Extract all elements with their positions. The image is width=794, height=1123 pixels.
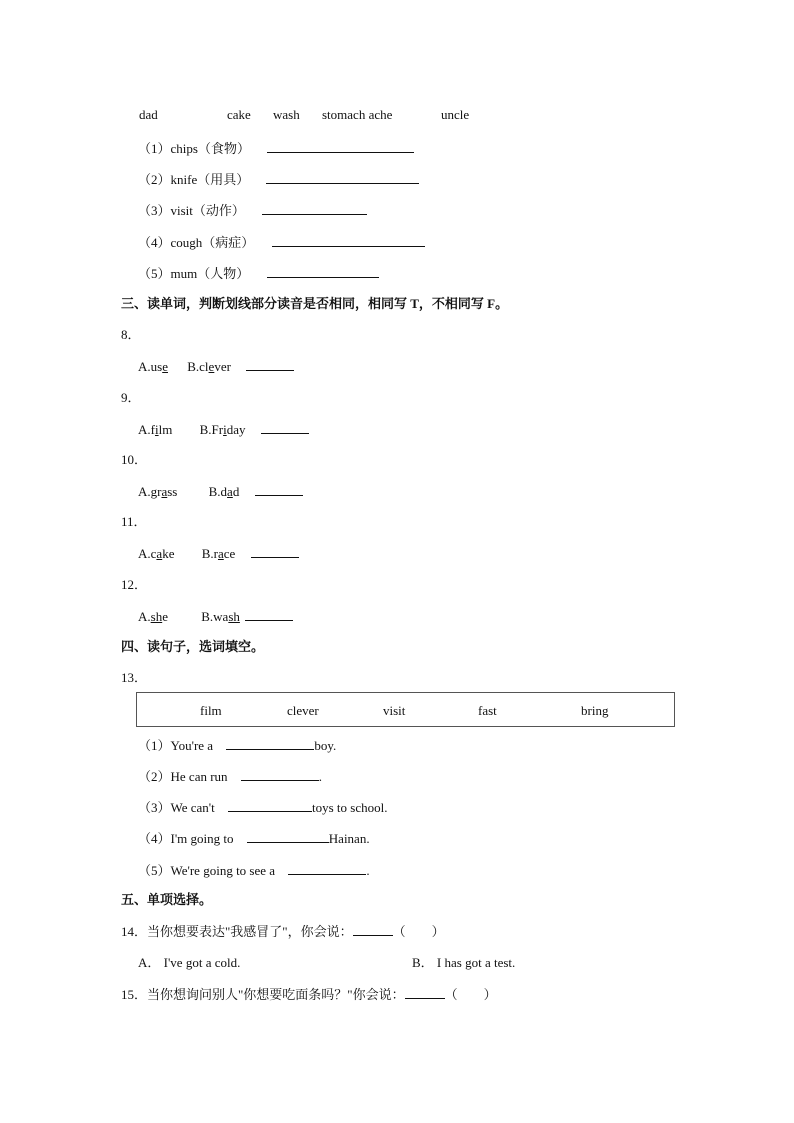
sentence-item: （2）He can run . bbox=[138, 769, 323, 784]
answer-blank[interactable] bbox=[251, 545, 299, 558]
list-item: （3）visit（动作） bbox=[138, 202, 367, 219]
list-item: （2）knife（用具） bbox=[138, 171, 419, 188]
word-bank-item: dad bbox=[139, 107, 158, 122]
sentence-item: （4）I'm going to Hainan. bbox=[138, 831, 370, 846]
section-heading: 四、读句子，选词填空。 bbox=[121, 639, 265, 654]
answer-blank[interactable] bbox=[247, 830, 329, 843]
question-14: 14．当你想要表达"我感冒了"，你会说： （ ） bbox=[121, 924, 445, 939]
answer-blank[interactable] bbox=[353, 923, 393, 936]
question-15: 15．当你想询问别人"你想要吃面条吗？"你会说： （ ） bbox=[121, 987, 497, 1002]
answer-blank[interactable] bbox=[262, 202, 367, 215]
answer-blank[interactable] bbox=[261, 421, 309, 434]
word-box-item: fast bbox=[478, 703, 497, 718]
list-item: （4）cough（病症） bbox=[138, 234, 425, 251]
question-number: 13． bbox=[121, 670, 148, 685]
question-number: 11． bbox=[121, 514, 147, 529]
answer-blank[interactable] bbox=[267, 265, 379, 278]
sentence-item: （1）You're a boy. bbox=[138, 738, 337, 753]
answer-blank[interactable] bbox=[245, 608, 293, 621]
question-number: 12． bbox=[121, 577, 148, 592]
answer-blank[interactable] bbox=[266, 171, 419, 184]
question-options: A.use B.clever bbox=[138, 358, 294, 375]
list-item: （5）mum（人物） bbox=[138, 265, 379, 282]
answer-blank[interactable] bbox=[405, 986, 445, 999]
section-heading: 三、读单词，判断划线部分读音是否相同，相同写 T，不相同写 F。 bbox=[121, 296, 509, 311]
section-heading: 五、单项选择。 bbox=[121, 892, 213, 907]
answer-blank[interactable] bbox=[272, 234, 425, 247]
answer-blank[interactable] bbox=[226, 737, 314, 750]
option-a[interactable]: A． I've got a cold. bbox=[138, 955, 241, 970]
question-options: A.cake B.race bbox=[138, 545, 299, 562]
option-b[interactable]: B． I has got a test. bbox=[412, 955, 516, 970]
word-box-item: visit bbox=[383, 703, 406, 718]
sentence-item: （5）We're going to see a . bbox=[138, 863, 370, 878]
word-box bbox=[136, 692, 675, 727]
question-number: 8． bbox=[121, 327, 141, 342]
question-options: A.grass B.dad bbox=[138, 483, 303, 500]
word-bank-item: wash bbox=[273, 107, 300, 122]
sentence-item: （3）We can't toys to school. bbox=[138, 800, 388, 815]
word-box-item: clever bbox=[287, 703, 319, 718]
word-box-item: bring bbox=[581, 703, 609, 718]
word-bank-item: cake bbox=[227, 107, 251, 122]
question-number: 9． bbox=[121, 390, 141, 405]
list-item: （1）chips（食物） bbox=[138, 140, 414, 157]
answer-blank[interactable] bbox=[288, 862, 366, 875]
question-options: A.film B.Friday bbox=[138, 421, 309, 438]
question-options: A.she B.wash bbox=[138, 608, 293, 625]
question-number: 10． bbox=[121, 452, 148, 467]
word-bank-item: uncle bbox=[441, 107, 470, 122]
answer-blank[interactable] bbox=[255, 483, 303, 496]
answer-blank[interactable] bbox=[267, 140, 414, 153]
answer-blank[interactable] bbox=[246, 358, 294, 371]
answer-blank[interactable] bbox=[241, 768, 319, 781]
word-bank-item: stomach ache bbox=[322, 107, 393, 122]
word-box-item: film bbox=[200, 703, 222, 718]
answer-blank[interactable] bbox=[228, 799, 312, 812]
